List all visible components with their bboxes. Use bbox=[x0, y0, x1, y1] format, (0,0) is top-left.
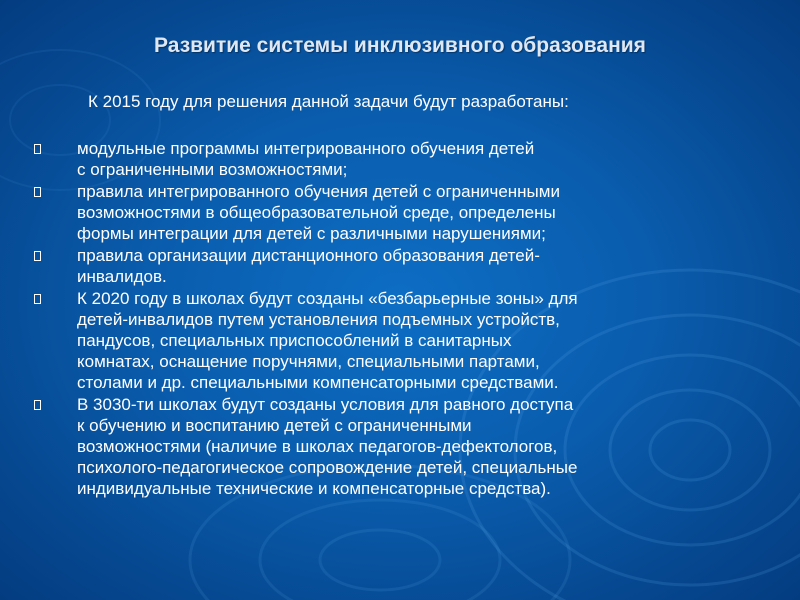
list-item bbox=[34, 181, 754, 244]
list-item bbox=[34, 394, 754, 499]
bullet-text: модульные программы интегрированного обучения детей с ограниченными возможностями; bbox=[77, 139, 535, 179]
list-item bbox=[34, 138, 754, 180]
bullet-list bbox=[34, 138, 754, 500]
list-item bbox=[34, 245, 754, 287]
bullet-text: В 3030-ти школах будут созданы условия для равного доступа к обучению и воспитанию детей с ограниченными возможностями (наличие в школах педагогов-дефектологов, психолого-педагогическое сопровождение детей, специальные индивидуальные технические и компенсаторные средства). bbox=[77, 395, 578, 498]
square-bullet-icon bbox=[34, 288, 77, 311]
bullet-text: правила организации дистанционного образования детей- инвалидов. bbox=[77, 246, 540, 286]
slide-subtitle: К 2015 году для решения данной задачи будут разработаны: bbox=[88, 92, 569, 111]
square-bullet-icon bbox=[34, 394, 77, 417]
bullet-text: К 2020 году в школах будут созданы «безбарьерные зоны» для детей-инвалидов путем установления подъемных устройств, пандусов, специальных приспособлений в санитарных комнатах, оснащение поручнями, специальными партами, столами и др. специальными компенсаторными средствами. bbox=[77, 289, 578, 392]
square-bullet-icon bbox=[34, 181, 77, 204]
list-item bbox=[34, 288, 754, 393]
square-bullet-icon bbox=[34, 138, 77, 161]
slide-title: Развитие системы инклюзивного образования bbox=[154, 34, 646, 57]
bullet-text: правила интегрированного обучения детей с ограниченными возможностями в общеобразовательной среде, определены формы интеграции для детей с различными нарушениями; bbox=[77, 182, 560, 243]
square-bullet-icon bbox=[34, 245, 77, 268]
